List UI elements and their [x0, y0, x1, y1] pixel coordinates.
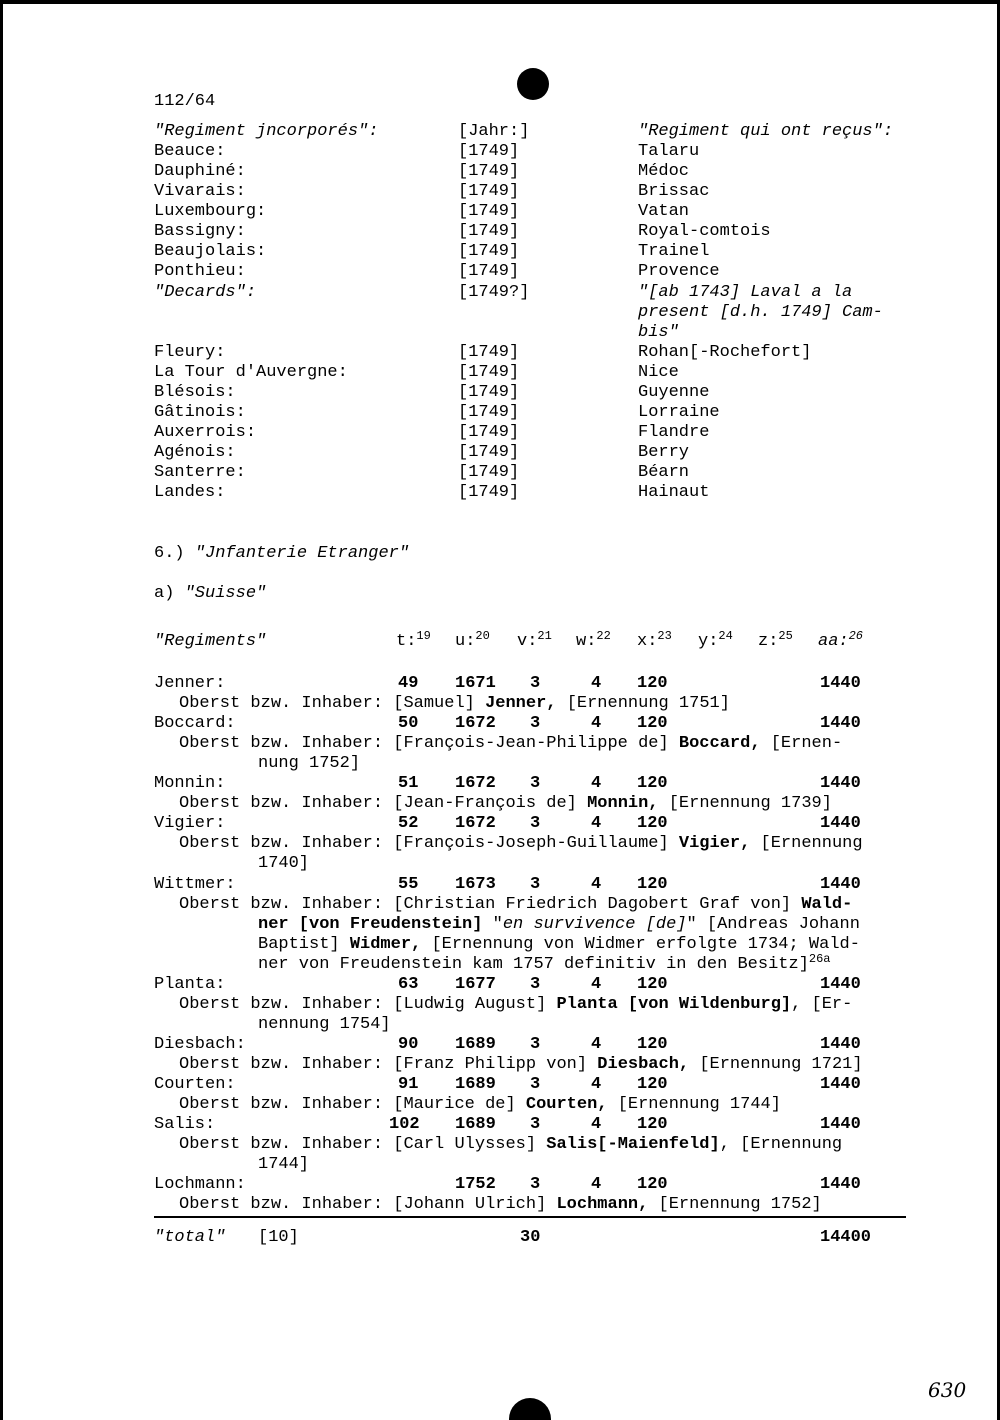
header-incorporated: "Regiment jncorporés":	[154, 122, 379, 141]
value-aa: 1440	[820, 714, 861, 733]
regiment-name: Agénois:	[154, 443, 236, 462]
value-t: 55	[398, 875, 419, 894]
col-header-aa: aa:$^{26}$	[818, 629, 864, 651]
col-header-t: t:$^{19}$	[396, 629, 431, 651]
regiment-year: [1749]	[458, 162, 520, 181]
regiment-row-name: Jenner:	[154, 674, 226, 693]
regiment-year: [1749]	[458, 262, 520, 281]
regiment-received: Royal-comtois	[638, 222, 771, 241]
value-v: 3	[530, 875, 541, 894]
inhaber-line: Oberst bzw. Inhaber: [Franz Philipp von] Diesbach, [Ernennung 1721]	[179, 1055, 863, 1074]
regiment-year: [1749]	[458, 423, 520, 442]
inhaber-line: Oberst bzw. Inhaber: [Carl Ulysses] Salis[-Maienfeld], [Ernennung	[179, 1135, 843, 1154]
regiment-received: Nice	[638, 363, 679, 382]
value-aa: 1440	[820, 1035, 861, 1054]
value-aa: 1440	[820, 814, 861, 833]
value-w: 4	[591, 814, 602, 833]
inhaber-line-continued: Baptist] Widmer, [Ernennung von Widmer erfolgte 1734; Wald-	[258, 935, 860, 954]
page-number: 630	[928, 1378, 967, 1402]
inhaber-line: Oberst bzw. Inhaber: [François-Joseph-Guillaume] Vigier, [Ernennung	[179, 834, 863, 853]
value-w: 4	[591, 1075, 602, 1094]
regiment-name: Beaujolais:	[154, 242, 267, 261]
regiment-name: Luxembourg:	[154, 202, 267, 221]
value-aa: 1440	[820, 1175, 861, 1194]
regiment-name: Santerre:	[154, 463, 246, 482]
scan-edge-top	[0, 0, 1000, 4]
punch-hole-mark	[517, 68, 549, 100]
regiment-received: present [d.h. 1749] Cam-	[638, 303, 883, 322]
regiment-name: Vivarais:	[154, 182, 246, 201]
value-u: 1672	[455, 814, 496, 833]
value-x: 120	[637, 1115, 668, 1134]
value-t: 102	[389, 1115, 420, 1134]
regiment-row-name: Vigier:	[154, 814, 226, 833]
value-w: 4	[591, 1175, 602, 1194]
total-v: 30	[520, 1228, 541, 1247]
value-x: 120	[637, 714, 668, 733]
regiment-received: Hainaut	[638, 483, 710, 502]
regiment-year: [1749]	[458, 242, 520, 261]
value-x: 120	[637, 1035, 668, 1054]
regiment-row-name: Monnin:	[154, 774, 226, 793]
regiment-year: [1749]	[458, 383, 520, 402]
regiment-received: Guyenne	[638, 383, 710, 402]
regiment-received: Lorraine	[638, 403, 720, 422]
regiment-received: Flandre	[638, 423, 710, 442]
value-aa: 1440	[820, 1075, 861, 1094]
regiment-received: Rohan[-Rochefort]	[638, 343, 812, 362]
value-w: 4	[591, 1035, 602, 1054]
value-t: 63	[398, 975, 419, 994]
regiment-row-name: Boccard:	[154, 714, 236, 733]
value-x: 120	[637, 1175, 668, 1194]
value-v: 3	[530, 714, 541, 733]
inhaber-line-continued: ner [von Freudenstein] "en survivence [de]" [Andreas Johann	[258, 915, 860, 934]
value-u: 1672	[455, 774, 496, 793]
regiment-year: [1749]	[458, 343, 520, 362]
table-header-regiments: "Regiments"	[154, 632, 267, 651]
value-t: 50	[398, 714, 419, 733]
subsection-label: a)	[154, 584, 175, 603]
regiment-row-name: Wittmer:	[154, 875, 236, 894]
subsection-heading	[154, 584, 266, 604]
value-x: 120	[637, 674, 668, 693]
value-aa: 1440	[820, 774, 861, 793]
inhaber-line-continued: ner von Freudenstein kam 1757 definitiv in den Besitz]$^{26a}$	[258, 952, 831, 974]
value-u: 1752	[455, 1175, 496, 1194]
value-u: 1689	[455, 1115, 496, 1134]
scan-edge-left	[0, 0, 3, 1420]
bottom-punch-mark	[509, 1398, 551, 1420]
section-heading	[154, 544, 409, 564]
regiment-received: bis"	[638, 323, 679, 342]
regiment-year: [1749]	[458, 363, 520, 382]
value-aa: 1440	[820, 875, 861, 894]
regiment-name: Dauphiné:	[154, 162, 246, 181]
value-aa: 1440	[820, 674, 861, 693]
regiment-year: [1749]	[458, 443, 520, 462]
value-u: 1671	[455, 674, 496, 693]
regiment-received: Trainel	[638, 242, 710, 261]
regiment-name: Bassigny:	[154, 222, 246, 241]
value-w: 4	[591, 714, 602, 733]
inhaber-line-continued: 1740]	[258, 854, 310, 873]
regiment-name: Ponthieu:	[154, 262, 246, 281]
value-v: 3	[530, 814, 541, 833]
regiment-year: [1749]	[458, 142, 520, 161]
regiment-name: Beauce:	[154, 142, 226, 161]
value-v: 3	[530, 1175, 541, 1194]
regiment-received: Médoc	[638, 162, 690, 181]
header-year: [Jahr:]	[458, 122, 530, 141]
value-x: 120	[637, 875, 668, 894]
col-header-u: u:$^{20}$	[455, 629, 490, 651]
document-id: 112/64	[154, 92, 216, 111]
value-v: 3	[530, 975, 541, 994]
inhaber-line-continued: nennung 1754]	[258, 1015, 391, 1034]
value-t: 49	[398, 674, 419, 693]
value-v: 3	[530, 1075, 541, 1094]
value-v: 3	[530, 774, 541, 793]
inhaber-line: Oberst bzw. Inhaber: [Ludwig August] Planta [von Wildenburg], [Er-	[179, 995, 853, 1014]
regiment-row-name: Courten:	[154, 1075, 236, 1094]
value-aa: 1440	[820, 1115, 861, 1134]
regiment-name: Auxerrois:	[154, 423, 257, 442]
value-u: 1689	[455, 1035, 496, 1054]
footnote-ref: 26a	[808, 952, 831, 966]
value-w: 4	[591, 674, 602, 693]
regiment-year: [1749]	[458, 483, 520, 502]
value-x: 120	[637, 774, 668, 793]
regiment-year: [1749]	[458, 182, 520, 201]
inhaber-line: Oberst bzw. Inhaber: [Christian Friedrich Dagobert Graf von] Wald-	[179, 895, 853, 914]
inhaber-line: Oberst bzw. Inhaber: [François-Jean-Philippe de] Boccard, [Ernen-	[179, 734, 843, 753]
regiment-row-name: Diesbach:	[154, 1035, 246, 1054]
regiment-received: Brissac	[638, 182, 710, 201]
value-w: 4	[591, 875, 602, 894]
inhaber-line: Oberst bzw. Inhaber: [Maurice de] Courten, [Ernennung 1744]	[179, 1095, 781, 1114]
header-received: "Regiment qui ont reçus":	[638, 122, 894, 141]
value-u: 1672	[455, 714, 496, 733]
regiment-year: [1749]	[458, 463, 520, 482]
inhaber-line-continued: nung 1752]	[258, 754, 361, 773]
value-t: 51	[398, 774, 419, 793]
section-number: 6.)	[154, 544, 185, 563]
regiment-received: Berry	[638, 443, 690, 462]
total-aa: 14400	[820, 1228, 872, 1247]
inhaber-line-continued: 1744]	[258, 1155, 310, 1174]
subsection-title: "Suisse"	[184, 584, 267, 603]
regiment-year: [1749]	[458, 222, 520, 241]
total-label: "total"	[154, 1228, 226, 1247]
value-u: 1677	[455, 975, 496, 994]
value-u: 1673	[455, 875, 496, 894]
regiment-row-name: Lochmann:	[154, 1175, 246, 1194]
col-header-y: y:$^{24}$	[698, 629, 733, 651]
col-header-w: w:$^{22}$	[576, 629, 611, 651]
value-v: 3	[530, 1035, 541, 1054]
col-header-x: x:$^{23}$	[637, 629, 672, 651]
regiment-year: [1749?]	[458, 283, 530, 302]
regiment-received: Béarn	[638, 463, 690, 482]
regiment-name: Landes:	[154, 483, 226, 502]
value-v: 3	[530, 674, 541, 693]
section-title: "Jnfanterie Etranger"	[194, 544, 410, 563]
inhaber-line: Oberst bzw. Inhaber: [Johann Ulrich] Lochmann, [Ernennung 1752]	[179, 1195, 822, 1214]
value-x: 120	[637, 814, 668, 833]
inhaber-line: Oberst bzw. Inhaber: [Samuel] Jenner, [Ernennung 1751]	[179, 694, 730, 713]
regiment-year: [1749]	[458, 202, 520, 221]
value-t: 91	[398, 1075, 419, 1094]
inhaber-line: Oberst bzw. Inhaber: [Jean-François de] Monnin, [Ernennung 1739]	[179, 794, 832, 813]
value-t: 52	[398, 814, 419, 833]
regiment-name: La Tour d'Auvergne:	[154, 363, 348, 382]
value-aa: 1440	[820, 975, 861, 994]
regiment-name: Gâtinois:	[154, 403, 246, 422]
regiment-row-name: Salis:	[154, 1115, 216, 1134]
value-v: 3	[530, 1115, 541, 1134]
value-x: 120	[637, 975, 668, 994]
value-w: 4	[591, 774, 602, 793]
col-header-z: z:$^{25}$	[758, 629, 793, 651]
regiment-name: Fleury:	[154, 343, 226, 362]
regiment-name: Blésois:	[154, 383, 236, 402]
regiment-received: "[ab 1743] Laval a la	[638, 283, 853, 302]
value-w: 4	[591, 1115, 602, 1134]
total-rule	[154, 1216, 906, 1218]
regiment-row-name: Planta:	[154, 975, 226, 994]
regiment-received: Vatan	[638, 202, 690, 221]
value-t: 90	[398, 1035, 419, 1054]
value-x: 120	[637, 1075, 668, 1094]
col-header-v: v:$^{21}$	[517, 629, 552, 651]
regiment-received: Talaru	[638, 142, 700, 161]
value-u: 1689	[455, 1075, 496, 1094]
regiment-received: Provence	[638, 262, 720, 281]
value-w: 4	[591, 975, 602, 994]
regiment-name: "Decards":	[154, 283, 257, 302]
total-count: [10]	[258, 1228, 299, 1247]
regiment-year: [1749]	[458, 403, 520, 422]
